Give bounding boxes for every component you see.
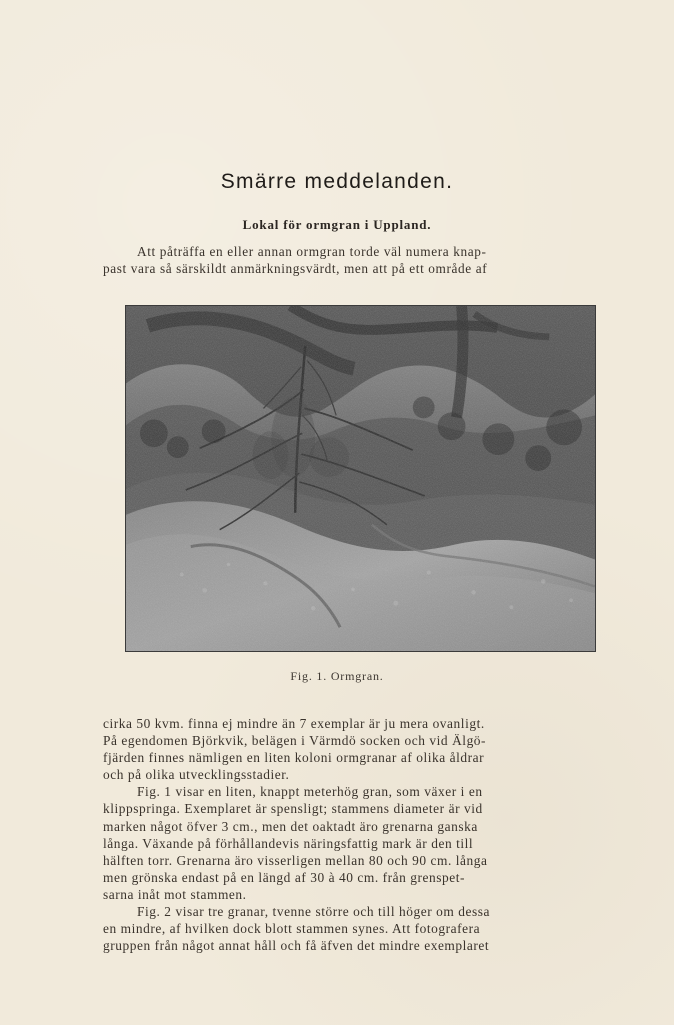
body-line: klippspringa. Exemplaret är spensligt; stammens diameter är vid (103, 801, 483, 817)
body-paragraphs (103, 715, 621, 954)
body-line: men grönska endast på en längd af 30 à 40 cm. från grenspet- (103, 869, 466, 885)
body-line: en mindre, af hvilken dock blott stammen synes. Att fotografera (103, 921, 481, 937)
body-line: marken något öfver 3 cm., men det oaktadt äro grenarna ganska (103, 818, 478, 834)
body-line: hälften torr. Grenarna äro visserligen mellan 80 och 90 cm. långa (103, 852, 488, 868)
body-line: gruppen från något annat håll och få äfven det mindre exemplaret (103, 938, 490, 954)
body-line: långa. Växande på förhållandevis näringsfattig mark är den till (103, 835, 474, 851)
section-title: Smärre meddelanden. (220, 170, 454, 193)
intro-line: Att påträffa en eller annan ormgran torde väl numera knap- (137, 244, 487, 259)
figure-caption: Fig. 1. Ormgran. (290, 669, 384, 683)
ormgran-photo-illustration (126, 306, 595, 651)
body-line: fjärden finnes nämligen en liten koloni ormgranar af olika åldrar (103, 750, 485, 766)
body-line: På egendomen Björkvik, belägen i Värmdö socken och vid Älgö- (103, 733, 487, 749)
body-line: sarna inåt mot stammen. (103, 886, 247, 902)
intro-paragraph (103, 243, 621, 277)
body-line: och på olika utvecklingsstadier. (103, 767, 290, 783)
article-title: Lokal för ormgran i Uppland. (242, 217, 432, 232)
body-line: Fig. 2 visar tre granar, tvenne större och till höger om dessa (137, 904, 490, 920)
intro-line: past vara så särskildt anmärkningsvärdt, men att på ett område af (103, 261, 488, 276)
body-line: Fig. 1 visar en liten, knappt meterhög gran, som växer i en (137, 784, 483, 800)
ormgran-photo (125, 305, 596, 652)
body-line: cirka 50 kvm. finna ej mindre än 7 exemplar är ju mera ovanligt. (103, 716, 485, 731)
